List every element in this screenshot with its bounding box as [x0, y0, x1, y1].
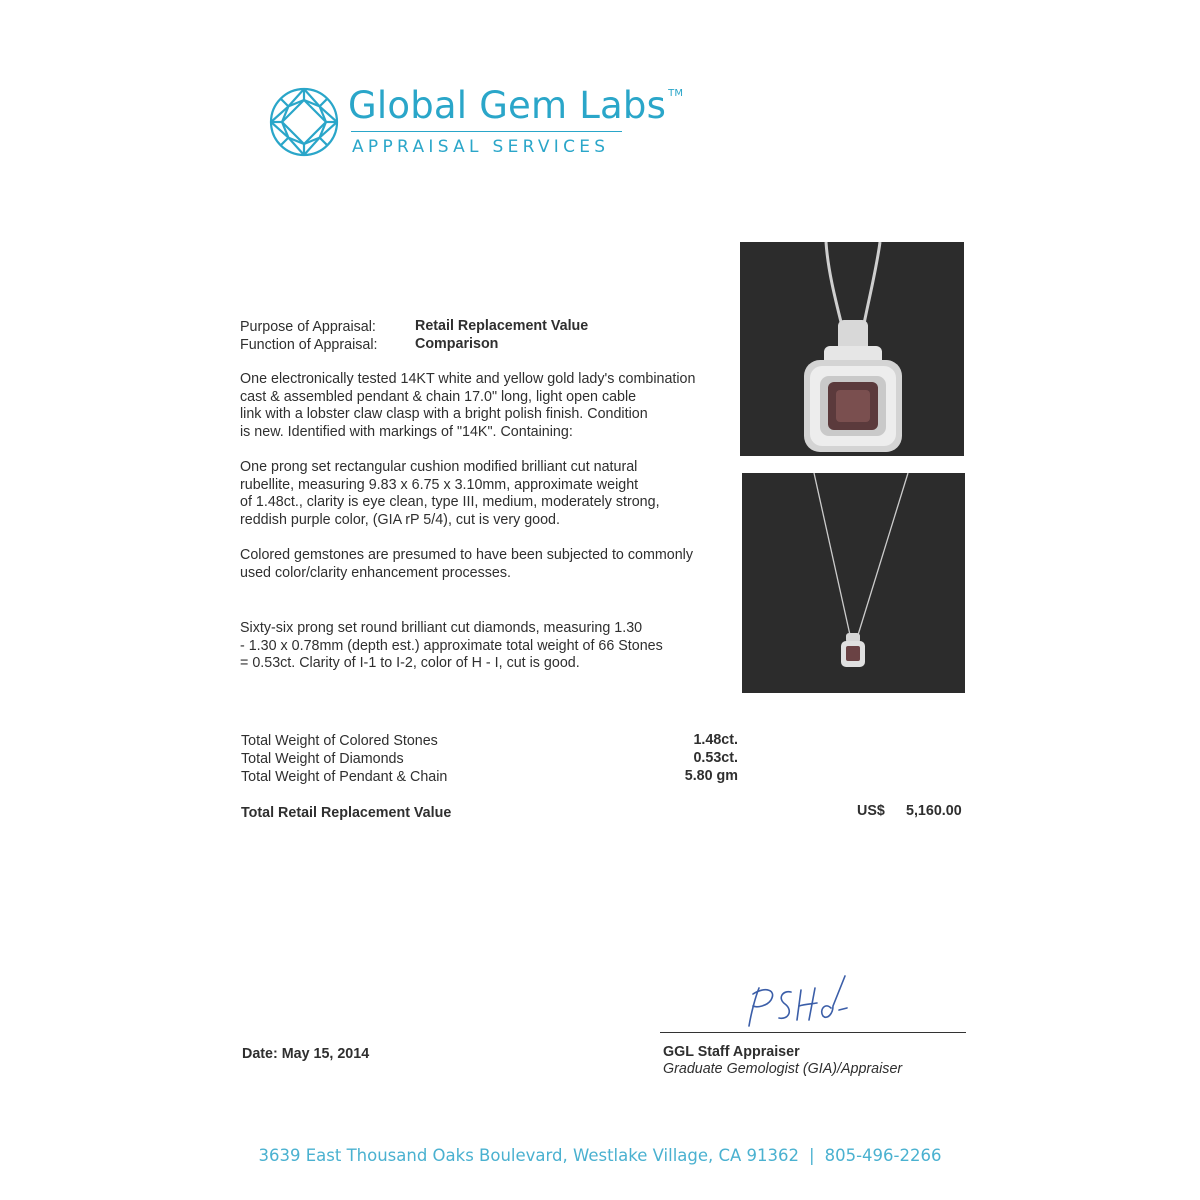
disclaimer-line: Colored gemstones are presumed to have been subjected to commonly	[240, 547, 693, 563]
footer-separator: |	[809, 1146, 815, 1165]
signature-line	[660, 1032, 966, 1033]
disclaimer-line: used color/clarity enhancement processes.	[240, 564, 511, 581]
total-retail-value-label: Total Retail Replacement Value	[241, 805, 452, 821]
item-description	[240, 371, 740, 441]
footer-contact	[0, 1146, 1200, 1165]
diamonds-line: = 0.53ct. Clarity of I-1 to I-2, color of H - I, cut is good.	[240, 655, 580, 671]
center-stone-description	[240, 459, 740, 529]
appraiser-title: GGL Staff Appraiser	[663, 1044, 800, 1060]
total-colored-stones-label: Total Weight of Colored Stones	[241, 733, 438, 749]
footer-phone: 805-496-2266	[824, 1146, 942, 1165]
brand-name	[348, 84, 683, 127]
total-pendant-chain-label: Total Weight of Pendant & Chain	[241, 769, 448, 785]
necklace-full-photo	[742, 473, 965, 693]
handwritten-signature	[735, 968, 855, 1038]
pendant-closeup-photo	[740, 242, 964, 456]
currency-code: US$	[857, 803, 885, 819]
total-pendant-chain-value: 5.80 gm	[684, 768, 738, 784]
item-description-line: is new. Identified with markings of "14K". Containing:	[240, 423, 573, 440]
brand-divider	[351, 131, 622, 132]
center-stone-line: reddish purple color, (GIA rP 5/4), cut is very good.	[240, 511, 560, 528]
footer-address: 3639 East Thousand Oaks Boulevard, Westlake Village, CA 91362	[258, 1146, 800, 1165]
total-diamonds-value: 0.53ct.	[693, 750, 738, 766]
purpose-value: Retail Replacement Value	[415, 318, 589, 334]
diamond-gem-icon	[268, 86, 340, 158]
brand-name-text: Global Gem Labs	[348, 84, 667, 127]
diamonds-line: - 1.30 x 0.78mm (depth est.) approximate total weight of 66 Stones	[240, 637, 663, 654]
item-description-line: cast & assembled pendant & chain 17.0" long, light open cable	[240, 388, 637, 405]
total-retail-value-amount: 5,160.00	[906, 803, 962, 819]
item-description-line: link with a lobster claw clasp with a bright polish finish. Condition	[240, 406, 648, 422]
trademark-mark: TM	[668, 88, 684, 99]
center-stone-line: rubellite, measuring 9.83 x 6.75 x 3.10mm, approximate weight	[240, 476, 639, 493]
total-diamonds-label: Total Weight of Diamonds	[241, 751, 404, 767]
enhancement-disclaimer	[240, 547, 740, 582]
function-label: Function of Appraisal:	[240, 337, 378, 353]
diamonds-line: Sixty-six prong set round brilliant cut diamonds, measuring 1.30	[240, 620, 643, 636]
appraiser-credentials: Graduate Gemologist (GIA)/Appraiser	[663, 1061, 903, 1077]
center-stone-line: of 1.48ct., clarity is eye clean, type III, medium, moderately strong,	[240, 494, 660, 510]
function-value: Comparison	[415, 336, 499, 352]
brand-subtitle: APPRAISAL SERVICES	[352, 137, 610, 157]
diamonds-description	[240, 620, 740, 673]
purpose-label: Purpose of Appraisal:	[240, 319, 376, 335]
item-description-line: One electronically tested 14KT white and yellow gold lady's combination	[240, 371, 696, 387]
center-stone-line: One prong set rectangular cushion modified brilliant cut natural	[240, 459, 638, 475]
appraisal-date: Date: May 15, 2014	[242, 1046, 370, 1062]
total-colored-stones-value: 1.48ct.	[693, 732, 738, 748]
